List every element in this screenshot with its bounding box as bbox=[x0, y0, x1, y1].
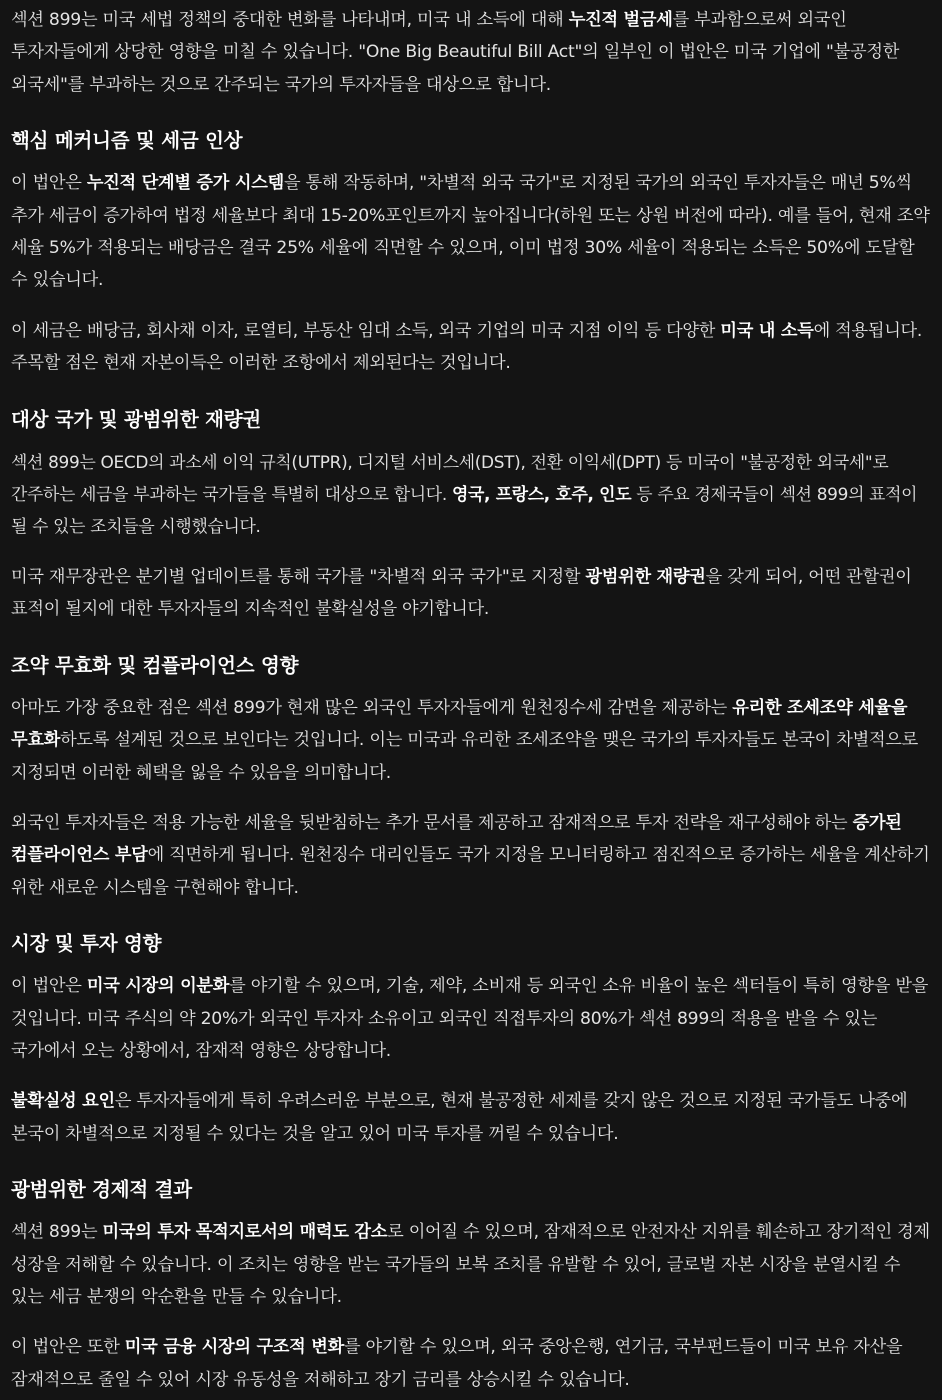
bold-phrase: 미국 내 소득 bbox=[720, 320, 814, 341]
text-run: 이 법안은 또한 bbox=[11, 1337, 125, 1358]
bold-phrase: 영국, 프랑스, 호주, 인도 bbox=[451, 484, 632, 505]
article-section bbox=[11, 648, 930, 904]
text-run: 로 이어질 수 있으며, 잠재적으로 안전자산 지위를 훼손하고 장기적인 경제 성장을 저해할 수 있습니다. 이 조치는 영향을 받는 국가들의 보복 조치를 유발할 수 있어, 글로벌 자본 시장을 분열시킬 수 있는 세금 분쟁의 악순환을 만들 수 있습니다. bbox=[11, 1222, 930, 1307]
article-section bbox=[11, 4, 930, 101]
paragraph bbox=[11, 1331, 930, 1396]
paragraph bbox=[11, 446, 930, 543]
paragraph bbox=[11, 692, 930, 789]
section-heading: 대상 국가 및 광범위한 재량권 bbox=[11, 407, 261, 431]
section-heading: 시장 및 투자 영향 bbox=[11, 932, 162, 956]
text-run: 이 법안은 bbox=[11, 976, 87, 997]
text-run: 를 야기할 수 있으며, 기술, 제약, 소비재 등 외국인 소유 비율이 높은 섹터들이 특히 영향을 받을 것입니다. 미국 주식의 약 20%가 외국인 투자자 소유이고 외국인 직접투자의 80%가 섹션 899의 적용을 받을 수 있는 국가에서 오는 상황에서, 잠재적 영향은 상당합니다. bbox=[11, 976, 929, 1061]
paragraph bbox=[11, 807, 930, 904]
paragraph bbox=[11, 4, 930, 101]
text-run: 섹션 899는 OECD의 과소세 이익 규칙(UTPR), 디지털 서비스세(DST), 전환 이익세(DPT) 등 미국이 "불공정한 외국세"로 간주하는 세금을 부과하는 국가들을 특별히 대상으로 합니다. bbox=[11, 451, 889, 505]
section-heading: 광범위한 경제적 결과 bbox=[11, 1178, 192, 1202]
text-run: 를 야기할 수 있으며, 외국 중앙은행, 연기금, 국부펀드들이 미국 보유 자산을 잠재적으로 줄일 수 있어 시장 유동성을 저해하고 장기 금리를 상승시킬 수 있습니다. bbox=[11, 1337, 903, 1390]
paragraph bbox=[11, 1085, 930, 1150]
bold-phrase: 불확실성 요인 bbox=[11, 1091, 115, 1112]
section-heading: 조약 무효화 및 컴플라이언스 영향 bbox=[11, 653, 299, 677]
text-run: 등 주요 경제국들이 섹션 899의 표적이 될 수 있는 조치들을 시행했습니다. bbox=[11, 484, 918, 537]
bold-phrase: 유리한 조세조약 세율을 무효화 bbox=[11, 697, 908, 751]
text-run: 은 투자자들에게 특히 우려스러운 부분으로, 현재 불공정한 세제를 갖지 않은 것으로 지정된 국가들도 나중에 본국이 차별적으로 지정될 수 있다는 것을 알고 있어 미국 투자를 꺼릴 수 있습니다. bbox=[11, 1091, 908, 1144]
bold-phrase: 누진적 단계별 증가 시스템 bbox=[86, 173, 284, 194]
text-run: 이 세금은 배당금, 회사채 이자, 로열티, 부동산 임대 소득, 외국 기업의 미국 지점 이익 등 다양한 bbox=[11, 320, 721, 341]
text-run: 를 부과함으로써 외국인 투자자들에게 상당한 영향을 미칠 수 있습니다. "One Big Beautiful Bill Act"의 일부인 이 법안은 미국 기업에 "불공정한 외국세"를 부과하는 것으로 간주되는 국가의 투자자들을 대상으로 합니다. bbox=[11, 10, 900, 95]
text-run: 아마도 가장 중요한 점은 섹션 899가 현재 많은 외국인 투자자들에게 원천징수세 감면을 제공하는 bbox=[11, 697, 733, 718]
article-section bbox=[11, 402, 930, 626]
paragraph bbox=[11, 561, 930, 626]
bold-phrase: 광범위한 재량권 bbox=[585, 566, 706, 587]
text-run: 에 직면하게 됩니다. 원천징수 대리인들도 국가 지정을 모니터링하고 점진적으로 증가하는 세율을 계산하기 위한 새로운 시스템을 구현해야 합니다. bbox=[11, 845, 930, 898]
bold-phrase: 증가된 컴플라이언스 부담 bbox=[11, 812, 902, 866]
text-run: 섹션 899는 bbox=[11, 1222, 103, 1243]
paragraph bbox=[11, 315, 930, 380]
text-run: 외국인 투자자들은 적용 가능한 세율을 뒷받침하는 추가 문서를 제공하고 잠재적으로 투자 전략을 재구성해야 하는 bbox=[11, 812, 853, 833]
bold-phrase: 미국 시장의 이분화 bbox=[86, 976, 230, 997]
paragraph bbox=[11, 1216, 930, 1313]
article-section bbox=[11, 1172, 930, 1396]
text-run: 에 적용됩니다. 주목할 점은 현재 자본이득은 이러한 조항에서 제외된다는 것입니다. bbox=[11, 320, 923, 374]
paragraph bbox=[11, 167, 930, 297]
article-section bbox=[11, 926, 930, 1150]
bold-phrase: 미국 금융 시장의 구조적 변화 bbox=[124, 1337, 344, 1358]
article-section bbox=[11, 123, 930, 379]
text-run: 하도록 설계된 것으로 보인다는 것입니다. 이는 미국과 유리한 조세조약을 맺은 국가의 투자자들도 본국이 차별적으로 지정되면 이러한 혜택을 잃을 수 있음을 의미합니다. bbox=[11, 730, 919, 783]
text-run: 미국 재무장관은 분기별 업데이트를 통해 국가를 "차별적 외국 국가"로 지정할 bbox=[11, 566, 586, 587]
text-run: 이 법안은 bbox=[11, 173, 87, 194]
paragraph bbox=[11, 970, 930, 1067]
section-heading: 핵심 메커니즘 및 세금 인상 bbox=[11, 129, 243, 153]
bold-phrase: 미국의 투자 목적지로서의 매력도 감소 bbox=[102, 1222, 388, 1243]
text-run: 을 통해 작동하며, "차별적 외국 국가"로 지정된 국가의 외국인 투자자들은 매년 5%씩 추가 세금이 증가하여 법정 세율보다 최대 15-20%포인트까지 높아집니다(하원 또는 상원 버전에 따라). 예를 들어, 현재 조약 세율 5%가 적용되는 배당금은 결국 25% 세율에 직면할 수 있으며, 이미 법정 30% 세율이 적용되는 소득은 50%에 도달할 수 있습니다. bbox=[11, 173, 930, 291]
text-run: 섹션 899는 미국 세법 정책의 중대한 변화를 나타내며, 미국 내 소득에 대해 bbox=[11, 10, 569, 30]
text-run: 을 갖게 되어, 어떤 관할권이 표적이 될지에 대한 투자자들의 지속적인 불확실성을 야기합니다. bbox=[11, 566, 912, 620]
bold-phrase: 누진적 벌금세 bbox=[568, 10, 673, 30]
